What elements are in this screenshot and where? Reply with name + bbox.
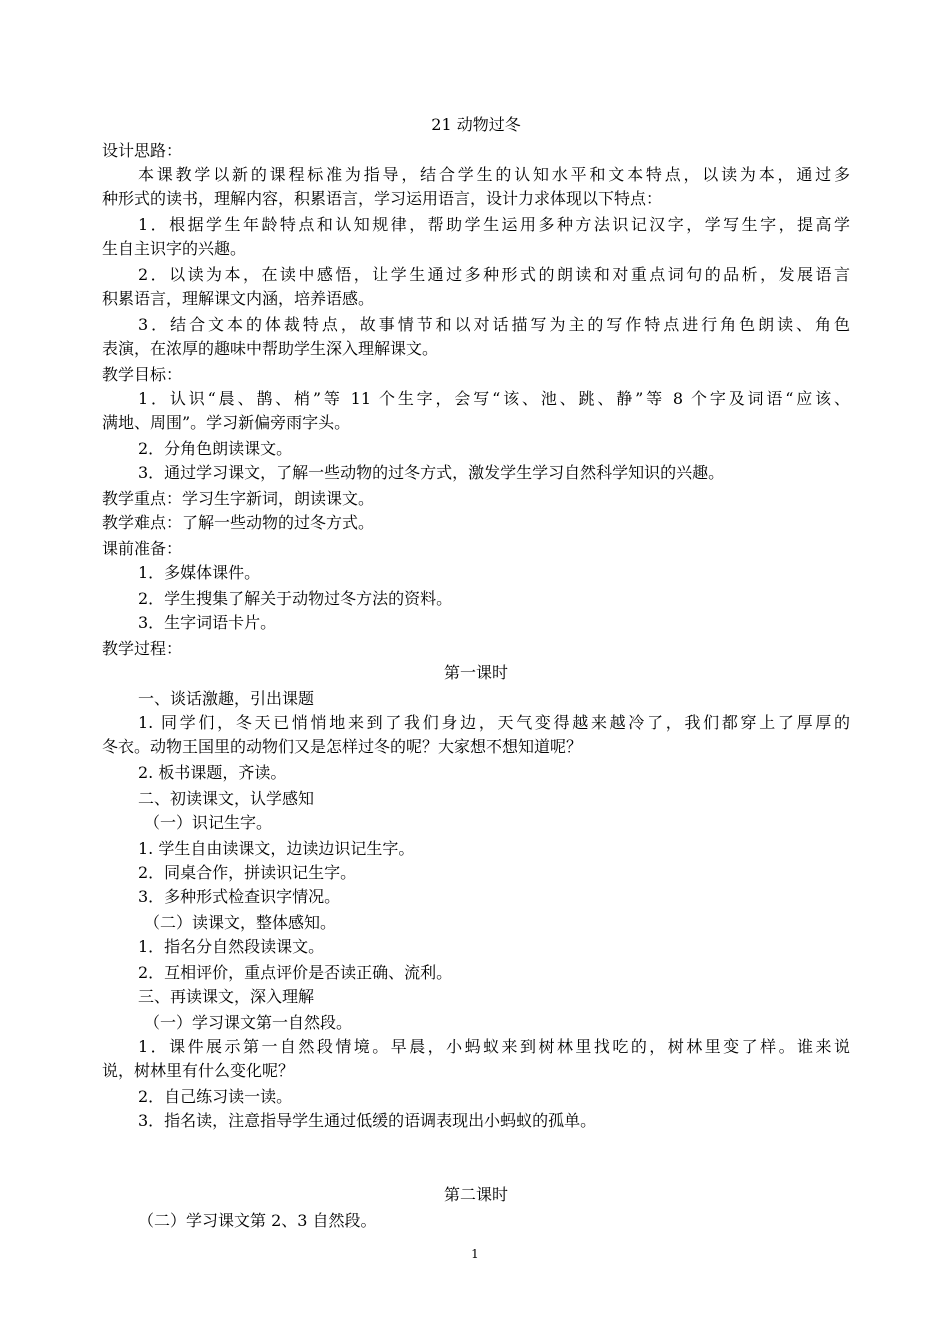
process-heading: 教学过程： — [102, 639, 183, 658]
prep-item: 2．学生搜集了解关于动物过冬方法的资料。 — [138, 589, 453, 608]
document-title: 21 动物过冬 — [431, 115, 521, 134]
list-item: 2．自己练习读一读。 — [138, 1087, 293, 1106]
prep-item: 3．生字词语卡片。 — [138, 613, 277, 632]
section-3-heading: 三、再读课文，深入理解 — [138, 987, 315, 1006]
goal-line: 满地、周围”。学习新偏旁雨字头。 — [102, 413, 351, 432]
subsection-heading: （二）学习课文第 2、3 自然段。 — [138, 1211, 377, 1230]
lesson-2-title: 第二课时 — [443, 1185, 508, 1204]
list-item: 2．同桌合作，拼读识记生字。 — [138, 863, 357, 882]
design-point-line: 生自主识字的兴趣。 — [102, 239, 247, 258]
design-intro-line: 本课教学以新的课程标准为指导，结合学生的认知水平和文本特点，以读为本，通过多 — [138, 165, 850, 184]
design-point-line: 3．结合文本的体裁特点，故事情节和以对话描写为主的写作特点进行角色朗读、角色 — [138, 315, 850, 334]
goal-line: 1．认识“晨、鹊、梢”等 11 个生字，会写“该、池、跳、静”等 8 个字及词语“应该、 — [138, 389, 850, 408]
prep-item: 1．多媒体课件。 — [138, 563, 261, 582]
subsection-heading: （一）学习课文第一自然段。 — [144, 1013, 353, 1032]
goals-heading: 教学目标： — [102, 365, 183, 384]
list-item: 3．指名读，注意指导学生通过低缓的语调表现出小蚂蚁的孤单。 — [138, 1111, 597, 1130]
section-1-item: 1. 同学们，冬天已悄悄地来到了我们身边，天气变得越来越冷了，我们都穿上了厚厚的 — [138, 713, 850, 732]
subsection-heading: （一）识记生字。 — [144, 813, 273, 832]
key-point: 教学重点：学习生字新词，朗读课文。 — [102, 489, 375, 508]
design-heading: 设计思路： — [102, 141, 183, 160]
goal-line: 3．通过学习课文，了解一些动物的过冬方式，激发学生学习自然科学知识的兴趣。 — [138, 463, 725, 482]
design-point-line: 表演，在浓厚的趣味中帮助学生深入理解课文。 — [102, 339, 439, 358]
prep-heading: 课前准备： — [102, 539, 183, 558]
subsection-heading: （二）读课文，整体感知。 — [144, 913, 337, 932]
section-1-heading: 一、谈话激趣，引出课题 — [138, 689, 315, 708]
goal-line: 2．分角色朗读课文。 — [138, 439, 293, 458]
list-item: 1. 学生自由读课文，边读边识记生字。 — [138, 839, 415, 858]
list-item: 2．互相评价，重点评价是否读正确、流利。 — [138, 963, 453, 982]
section-1-item: 冬衣。动物王国里的动物们又是怎样过冬的呢？大家想不想知道呢？ — [102, 737, 583, 756]
list-item: 1．指名分自然段读课文。 — [138, 937, 325, 956]
list-item: 3．多种形式检查识字情况。 — [138, 887, 341, 906]
design-point-line: 1．根据学生年龄特点和认知规律，帮助学生运用多种方法识记汉字，学写生字，提高学 — [138, 215, 850, 234]
lesson-1-title: 第一课时 — [443, 663, 508, 682]
design-point-line: 积累语言，理解课文内涵，培养语感。 — [102, 289, 375, 308]
list-item: 1．课件展示第一自然段情境。早晨，小蚂蚁来到树林里找吃的，树林里变了样。谁来说 — [138, 1037, 850, 1056]
design-intro-line: 种形式的读书，理解内容，积累语言，学习运用语言，设计力求体现以下特点： — [102, 189, 663, 208]
section-2-heading: 二、初读课文，认学感知 — [138, 789, 315, 808]
design-point-line: 2．以读为本，在读中感悟，让学生通过多种形式的朗读和对重点词句的品析，发展语言 — [138, 265, 850, 284]
page-number: 1 — [471, 1247, 479, 1261]
list-item: 说，树林里有什么变化呢？ — [102, 1061, 295, 1080]
section-1-item: 2. 板书课题，齐读。 — [138, 763, 287, 782]
difficulty: 教学难点：了解一些动物的过冬方式。 — [102, 513, 375, 532]
